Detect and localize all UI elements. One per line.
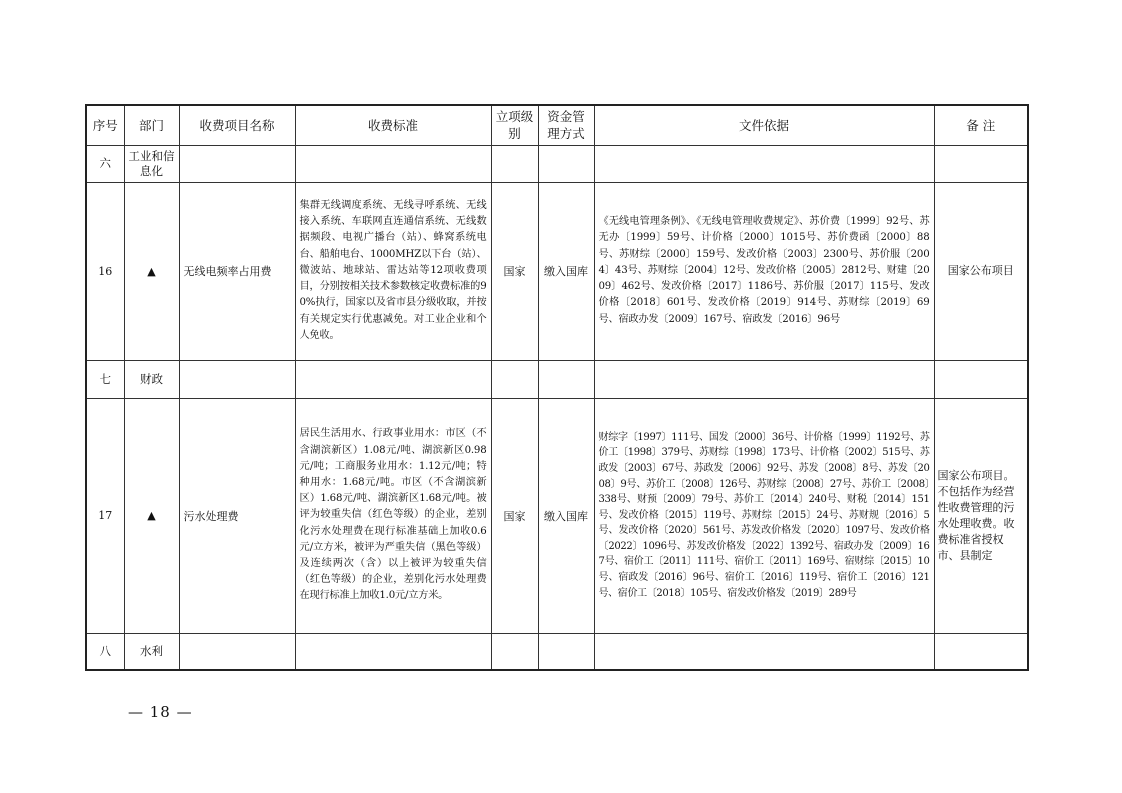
table-row-17 — [86, 398, 1028, 633]
fee-item-name: 污水处理费 — [179, 398, 295, 633]
remarks: 国家公布项目 — [934, 182, 1028, 360]
fund-management: 缴入国库 — [538, 398, 594, 633]
category-dept: 工业和信息化 — [124, 145, 179, 182]
empty-cell — [491, 633, 538, 670]
empty-cell — [538, 145, 594, 182]
project-level: 国家 — [491, 182, 538, 360]
remarks: 国家公布项目。不包括作为经营性收费管理的污水处理收费。收费标准省授权市、县制定 — [934, 398, 1028, 633]
empty-cell — [594, 633, 934, 670]
header-item-name: 收费项目名称 — [179, 105, 295, 145]
category-dept: 水利 — [124, 633, 179, 670]
fee-standard: 居民生活用水、行政事业用水：市区（不含湖滨新区）1.08元/吨、湖滨新区0.98元/吨；工商服务业用水：1.12元/吨；特种用水：1.68元/吨。市区（不含湖滨新区）1.68元/吨、湖滨新区1.68元/吨。被评为较重失信（红色等级）的企业，差别化污水处理费在现行标准基础上加收0.6元/立方米，被评为严重失信（黑色等级）及连续两次（含）以上被评为较重失信（红色等级）的企业，差别化污水处理费在现行标准上加收1.0元/立方米。 — [295, 398, 491, 633]
empty-cell — [295, 145, 491, 182]
fee-standard: 集群无线调度系统、无线寻呼系统、无线接入系统、车联网直连通信系统、无线数据频段、电视广播台（站）、蜂窝系统电台、船舶电台、1000MHZ以下台（站）、微波站、地球站、雷达站等12项收费项目，分别按相关技术参数核定收费标准的90%执行，国家以及省市县分级收取，并按有关规定实行优惠减免。对工业企业和个人免收。 — [295, 182, 491, 360]
row-serial: 17 — [86, 398, 124, 633]
empty-cell — [538, 633, 594, 670]
category-serial: 六 — [86, 145, 124, 182]
category-row-water — [86, 633, 1028, 670]
empty-cell — [179, 145, 295, 182]
table-header-row — [86, 105, 1028, 145]
empty-cell — [295, 360, 491, 398]
header-fund-mgmt: 资金管理方式 — [538, 105, 594, 145]
category-serial: 七 — [86, 360, 124, 398]
document-basis: 财综字〔1997〕111号、国发〔2000〕36号、计价格〔1999〕1192号、苏价工〔1998〕379号、苏财综〔1998〕173号、计价格〔2002〕515号、苏政发〔2003〕67号、苏政发〔2006〕92号、苏发〔2008〕8号、苏发〔2008〕9号、苏价工〔2008〕126号、苏财综〔2008〕27号、苏价工〔2008〕338号、财预〔2009〕79号、苏价工〔2014〕240号、财税〔2014〕151号、发改价格〔2015〕119号、苏财综〔2015〕24号、苏财规〔2016〕5号、发改价格〔2020〕561号、苏发改价格发〔2020〕1097号、发改价格〔2022〕1096号、苏发改价格发〔2022〕1392号、宿政办发〔2009〕167号、宿价工〔2011〕111号、宿价工〔2011〕169号、宿财综〔2015〕10号、宿政发〔2016〕96号、宿价工〔2016〕119号、宿价工〔2016〕121号、宿价工〔2018〕105号、宿发改价格发〔2019〕289号 — [594, 398, 934, 633]
empty-cell — [594, 360, 934, 398]
fee-item-name: 无线电频率占用费 — [179, 182, 295, 360]
row-serial: 16 — [86, 182, 124, 360]
empty-cell — [179, 633, 295, 670]
empty-cell — [934, 360, 1028, 398]
empty-cell — [295, 633, 491, 670]
empty-cell — [491, 360, 538, 398]
fund-management: 缴入国库 — [538, 182, 594, 360]
header-level: 立项级别 — [491, 105, 538, 145]
triangle-mark-icon: ▲ — [124, 182, 179, 360]
category-dept: 财政 — [124, 360, 179, 398]
header-serial: 序号 — [86, 105, 124, 145]
empty-cell — [594, 145, 934, 182]
category-row-finance — [86, 360, 1028, 398]
header-remarks: 备 注 — [934, 105, 1028, 145]
empty-cell — [179, 360, 295, 398]
empty-cell — [934, 633, 1028, 670]
category-row-industry — [86, 145, 1028, 182]
header-dept: 部门 — [124, 105, 179, 145]
header-basis: 文件依据 — [594, 105, 934, 145]
document-basis: 《无线电管理条例》、《无线电管理收费规定》、苏价费〔1999〕92号、苏无办〔1999〕59号、计价格〔2000〕1015号、苏价费函〔2000〕88号、苏财综〔2000〕159号、发改价格〔2003〕2300号、苏价服〔2004〕43号、苏财综〔2004〕12号、发改价格〔2005〕2812号、财建〔2009〕462号、发改价格〔2017〕1186号、苏价服〔2017〕115号、发改价格〔2018〕601号、发改价格〔2019〕914号、苏财综〔2019〕69号、宿政办发〔2009〕167号、宿政发〔2016〕96号 — [594, 182, 934, 360]
empty-cell — [491, 145, 538, 182]
table-row-16 — [86, 182, 1028, 360]
empty-cell — [538, 360, 594, 398]
empty-cell — [934, 145, 1028, 182]
page-number: — 18 — — [128, 703, 193, 721]
project-level: 国家 — [491, 398, 538, 633]
category-serial: 八 — [86, 633, 124, 670]
triangle-mark-icon: ▲ — [124, 398, 179, 633]
fee-table — [85, 104, 1029, 671]
header-standard: 收费标准 — [295, 105, 491, 145]
